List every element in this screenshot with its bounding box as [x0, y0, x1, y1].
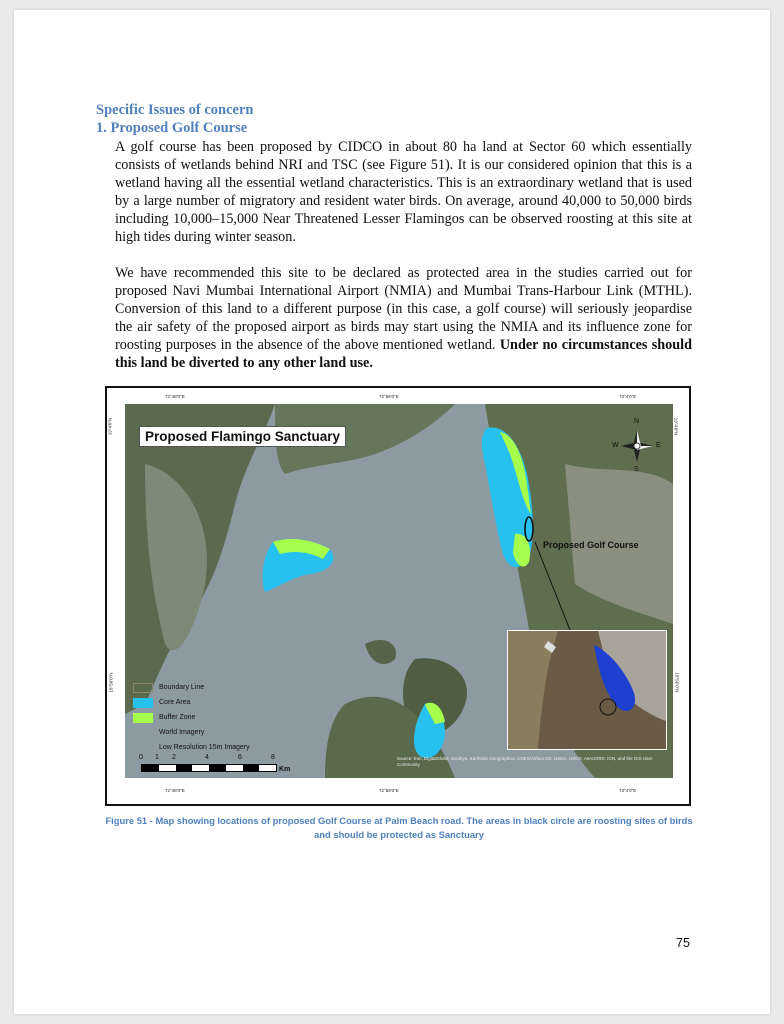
map-attribution: Source: Esri, DigitalGlobe, GeoEye, Earthstar Geographics, CNES/Airbus DS, USDA, USGS, AeroGRID, IGN, and the GIS User Community	[397, 756, 653, 767]
legend-item-lowres	[133, 740, 250, 755]
legend-swatch-boundary	[133, 683, 153, 693]
scale-unit: Km	[279, 766, 291, 773]
coord-top-3: 73°4'0"E	[619, 394, 637, 399]
coord-right-2: 18°56'0"N	[674, 672, 680, 693]
scale-tick-4: 6	[238, 754, 242, 761]
legend-label-world: World Imagery	[159, 729, 205, 736]
legend-item-world	[133, 725, 250, 740]
scale-bar-graphic	[141, 764, 277, 772]
scale-tick-1: 1	[155, 754, 159, 761]
paragraph-2-bold: Under no circumstances should this land be diverted to any other land use.	[115, 336, 692, 372]
legend-swatch-lowres	[133, 743, 153, 753]
compass-s: S	[634, 466, 639, 473]
map-legend	[133, 680, 250, 755]
figure-map	[105, 386, 691, 806]
scale-bar	[139, 754, 291, 773]
legend-swatch-core	[133, 698, 153, 708]
section-heading: Specific Issues of concern	[96, 102, 254, 118]
map-title: Proposed Flamingo Sanctuary	[139, 426, 346, 447]
body-text	[115, 138, 692, 372]
scale-tick-2: 2	[172, 754, 176, 761]
golf-course-label: Proposed Golf Course	[543, 540, 639, 550]
paragraph-2	[115, 264, 692, 373]
subsection-heading: 1. Proposed Golf Course	[96, 120, 248, 136]
coord-left-1: 19°4'0"N	[107, 417, 113, 436]
scale-tick-3: 4	[205, 754, 209, 761]
satellite-map	[125, 404, 673, 778]
legend-swatch-buffer	[133, 713, 153, 723]
coord-bottom-2: 72°56'0"E	[379, 788, 399, 793]
document-page	[14, 10, 770, 1014]
figure-caption: Figure 51 - Map showing locations of proposed Golf Course at Palm Beach road. The areas in black circle are roosting sites of birds and should be protected as Sanctuary	[105, 815, 693, 840]
coord-left-2: 18°56'0"N	[108, 672, 114, 693]
legend-item-core	[133, 695, 250, 710]
legend-item-boundary	[133, 680, 250, 695]
legend-label-lowres: Low Resolution 15m Imagery	[159, 744, 250, 751]
inset-map	[507, 630, 667, 750]
scale-ticks	[139, 754, 279, 764]
paragraph-1: A golf course has been proposed by CIDCO in about 80 ha land at Sector 60 which essentially consists of wetlands behind NRI and TSC (see Figure 51). It is our considered opinion that this is a wetland having all the essential wetland characteristics. This is an extraordinary wetland that is used by a large number of migratory and resident water birds. On average, around 40,000 to 50,000 birds including 10,000–15,000 Near Threatened Lesser Flamingos can be observed roosting at this site at high tides during winter season.	[115, 139, 692, 246]
compass-w: W	[612, 442, 619, 449]
coord-bottom-1: 72°48'0"E	[165, 788, 185, 793]
coord-right-1: 19°4'0"N	[673, 417, 679, 436]
compass-e: E	[656, 442, 661, 449]
scale-tick-0: 0	[139, 754, 143, 761]
legend-label-buffer: Buffer Zone	[159, 714, 196, 721]
inset-imagery	[508, 631, 666, 749]
legend-swatch-world	[133, 728, 153, 738]
coord-top-1: 72°48'0"E	[165, 394, 185, 399]
page-number: 75	[676, 936, 690, 950]
paragraph-2-text: We have recommended this site to be declared as protected area in the studies carried out for proposed Navi Mumbai International Airport (NMIA) and Mumbai Trans-Harbour Link (MTHL). Conversion of this land to a different purpose (in this case, a golf course) will seriously jeopardise the air safety of the proposed airport as birds may start using the NMIA and its influence zone for roosting purposes in the absence of the above mentioned wetland.	[115, 264, 692, 353]
compass-n: N	[634, 418, 640, 425]
legend-label-boundary: Boundary Line	[159, 684, 205, 691]
scale-tick-5: 8	[271, 754, 275, 761]
coord-bottom-3: 73°4'0"E	[619, 788, 637, 793]
coord-top-2: 72°56'0"E	[379, 394, 399, 399]
legend-item-buffer	[133, 710, 250, 725]
legend-label-core: Core Area	[159, 699, 191, 706]
